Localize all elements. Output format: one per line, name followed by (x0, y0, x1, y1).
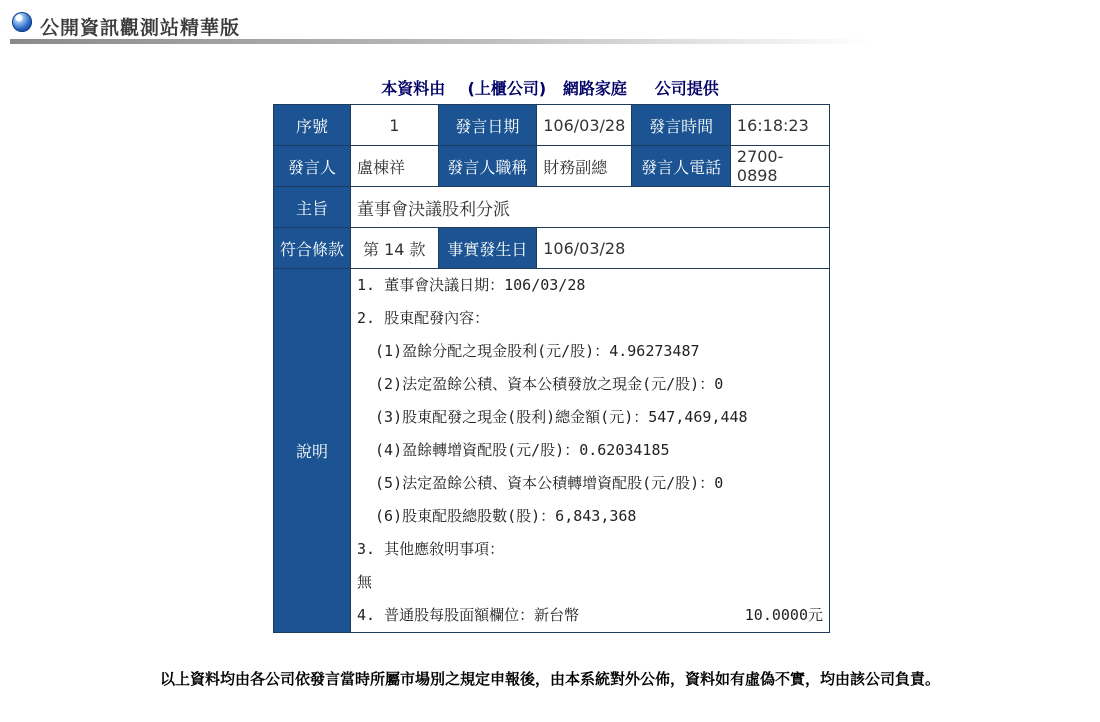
description-content (351, 269, 830, 633)
description-line (357, 599, 823, 632)
date-label: 發言日期 (438, 105, 537, 146)
provider-suffix: 公司提供 (654, 79, 719, 98)
description-line: (1)盈餘分配之現金股利(元/股)：4.96273487 (375, 342, 700, 360)
seq-label: 序號 (274, 105, 351, 146)
provider-company: 網路家庭 (562, 79, 627, 98)
subject-value: 董事會決議股利分派 (351, 187, 830, 228)
description-label: 說明 (274, 269, 351, 633)
provider-line (0, 76, 1100, 99)
site-header (10, 8, 870, 44)
globe-icon (12, 12, 32, 32)
site-title: 公開資訊觀測站精華版 (40, 17, 241, 39)
description-line: (4)盈餘轉增資配股(元/股)：0.62034185 (375, 441, 670, 459)
description-line: 無 (357, 573, 373, 591)
clause-label: 符合條款 (274, 228, 351, 269)
speaker-value: 盧棟祥 (351, 146, 439, 187)
par-value: 10.0000元 (744, 606, 823, 624)
event-date-label: 事實發生日 (438, 228, 537, 269)
disclaimer-footer: 以上資料均由各公司依發言當時所屬市場別之規定申報後，由本系統對外公佈，資料如有虛偽不實，均由該公司負責。 (159, 670, 940, 688)
provider-market: (上櫃公司) (467, 79, 547, 98)
description-line: (3)股東配發之現金(股利)總金額(元)：547,469,448 (375, 408, 748, 426)
announcement-table (273, 104, 830, 633)
description-line: 2. 股東配發內容： (357, 309, 490, 327)
par-value-label: 4. 普通股每股面額欄位：新台幣 (357, 606, 580, 624)
table-row (274, 146, 830, 187)
description-line: (6)股東配股總股數(股)：6,843,368 (375, 507, 637, 525)
table-row (274, 269, 830, 633)
seq-value: 1 (351, 105, 439, 146)
speaker-title-value: 財務副總 (537, 146, 632, 187)
provider-prefix: 本資料由 (381, 79, 446, 98)
description-line: 3. 其他應敘明事項： (357, 540, 505, 558)
time-label: 發言時間 (632, 105, 731, 146)
date-value: 106/03/28 (537, 105, 632, 146)
clause-value: 第 14 款 (351, 228, 439, 269)
speaker-title-label: 發言人職稱 (438, 146, 537, 187)
speaker-phone-label: 發言人電話 (632, 146, 731, 187)
description-line: 1. 董事會決議日期：106/03/28 (357, 276, 586, 294)
time-value: 16:18:23 (730, 105, 829, 146)
subject-label: 主旨 (274, 187, 351, 228)
table-row (274, 187, 830, 228)
header-divider (10, 39, 870, 44)
event-date-value: 106/03/28 (537, 228, 830, 269)
speaker-phone-value: 2700-0898 (730, 146, 829, 187)
table-row (274, 105, 830, 146)
description-line: (5)法定盈餘公積、資本公積轉增資配股(元/股)：0 (375, 474, 724, 492)
speaker-label: 發言人 (274, 146, 351, 187)
table-row (274, 228, 830, 269)
description-line: (2)法定盈餘公積、資本公積發放之現金(元/股)：0 (375, 375, 724, 393)
